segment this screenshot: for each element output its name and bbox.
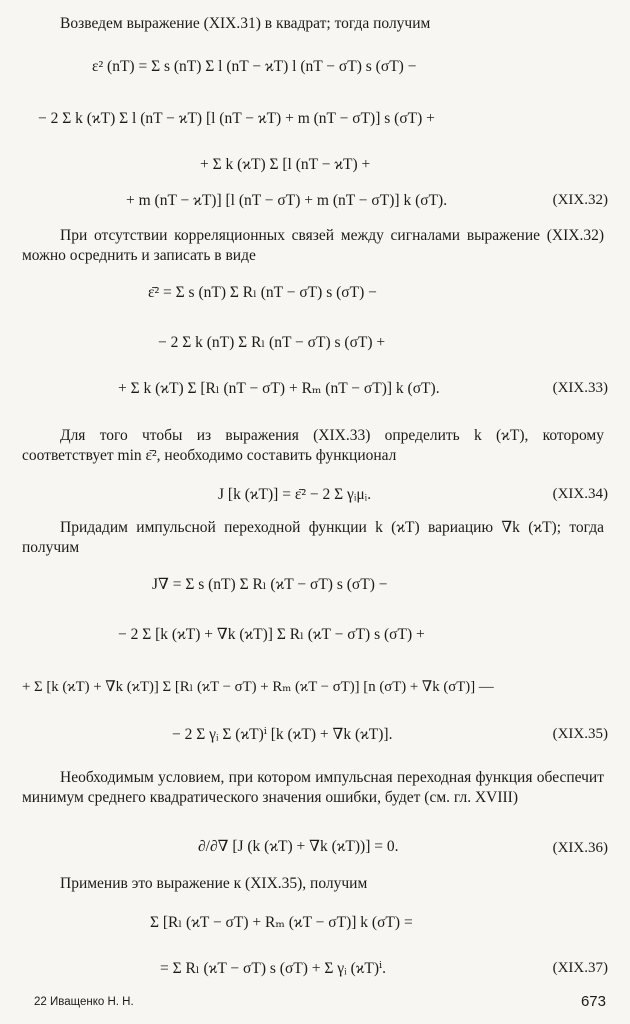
equation-xix32-line3: + Σ k (ϰT) Σ [l (nT − ϰT) +	[200, 156, 371, 173]
equation-xix33-line2: − 2 Σ k (nT) Σ Rₗ (nT − σT) s (σT) +	[158, 334, 386, 351]
equation-xix35-line3: + Σ [k (ϰT) + ∇k (ϰT)] Σ [Rₗ (ϰT − σT) + Rₘ (ϰT − σT)] [n (σT) + ∇k (σT)] —	[22, 679, 494, 695]
equation-xix32-line2: − 2 Σ k (ϰT) Σ l (nT − ϰT) [l (nT − ϰT) + m (nT − σT)] s (σT) +	[38, 110, 435, 127]
paragraph-functional: Для того чтобы из выражения (XIX.33) определить k (ϰT), которому соответствует min ε̄², необходимо составить функционал	[22, 427, 604, 464]
equation-number-xix34: (XIX.34)	[552, 486, 608, 502]
equation-xix34: J [k (ϰT)] = ε̄² − 2 Σ γᵢμᵢ.	[218, 486, 372, 503]
equation-xix32-line4: + m (nT − ϰT)] [l (nT − σT) + m (nT − σT)] k (σT).	[126, 192, 448, 209]
equation-number-xix35: (XIX.35)	[552, 726, 608, 742]
equation-number-xix33: (XIX.33)	[552, 380, 608, 396]
equation-xix35-line2: − 2 Σ [k (ϰT) + ∇k (ϰT)] Σ Rₗ (ϰT − σT) s (σT) +	[118, 626, 425, 643]
paragraph-correlation: При отсутствии корреляционных связей между сигналами выражение (XIX.32) можно осреднить и записать в виде	[22, 227, 604, 264]
equation-xix33-line3: + Σ k (ϰT) Σ [Rₗ (nT − σT) + Rₘ (nT − σT)] k (σT).	[118, 380, 440, 397]
equation-xix37-line1: Σ [Rₗ (ϰT − σT) + Rₘ (ϰT − σT)] k (σT) =	[150, 914, 413, 931]
paragraph-apply: Применив это выражение к (XIX.35), получим	[60, 875, 368, 892]
equation-xix33-line1: ε̄² = Σ s (nT) Σ Rₗ (nT − σT) s (σT) −	[148, 284, 377, 301]
equation-xix35-line1: J∇ = Σ s (nT) Σ Rₗ (ϰT − σT) s (σT) −	[152, 576, 388, 593]
equation-number-xix36: (XIX.36)	[552, 840, 608, 856]
equation-number-xix37: (XIX.37)	[552, 960, 608, 976]
equation-xix36: ∂/∂∇ [J (k (ϰT) + ∇k (ϰT))] = 0.	[198, 838, 399, 855]
equation-xix37-line2: = Σ Rₗ (ϰT − σT) s (σT) + Σ γᵢ (ϰT)ⁱ.	[160, 960, 387, 977]
equation-xix35-line4: − 2 Σ γᵢ Σ (ϰT)ⁱ [k (ϰT) + ∇k (ϰT)].	[172, 726, 393, 743]
footer-signature: 22 Иващенко Н. Н.	[34, 996, 134, 1008]
equation-number-xix32: (XIX.32)	[552, 192, 608, 208]
paragraph-variation: Придадим импульсной переходной функции k (ϰT) вариацию ∇k (ϰT); тогда получим	[22, 519, 604, 556]
equation-xix32-line1: ε² (nT) = Σ s (nT) Σ l (nT − ϰT) l (nT − σT) s (σT) −	[92, 58, 417, 75]
paragraph-condition: Необходимым условием, при котором импульсная переходная функция обеспечит минимум среднего квадратического значения ошибки, будет (см. гл. XVIII)	[22, 769, 604, 806]
paragraph-intro: Возведем выражение (XIX.31) в квадрат; тогда получим	[60, 15, 431, 32]
page-number: 673	[580, 993, 606, 1010]
